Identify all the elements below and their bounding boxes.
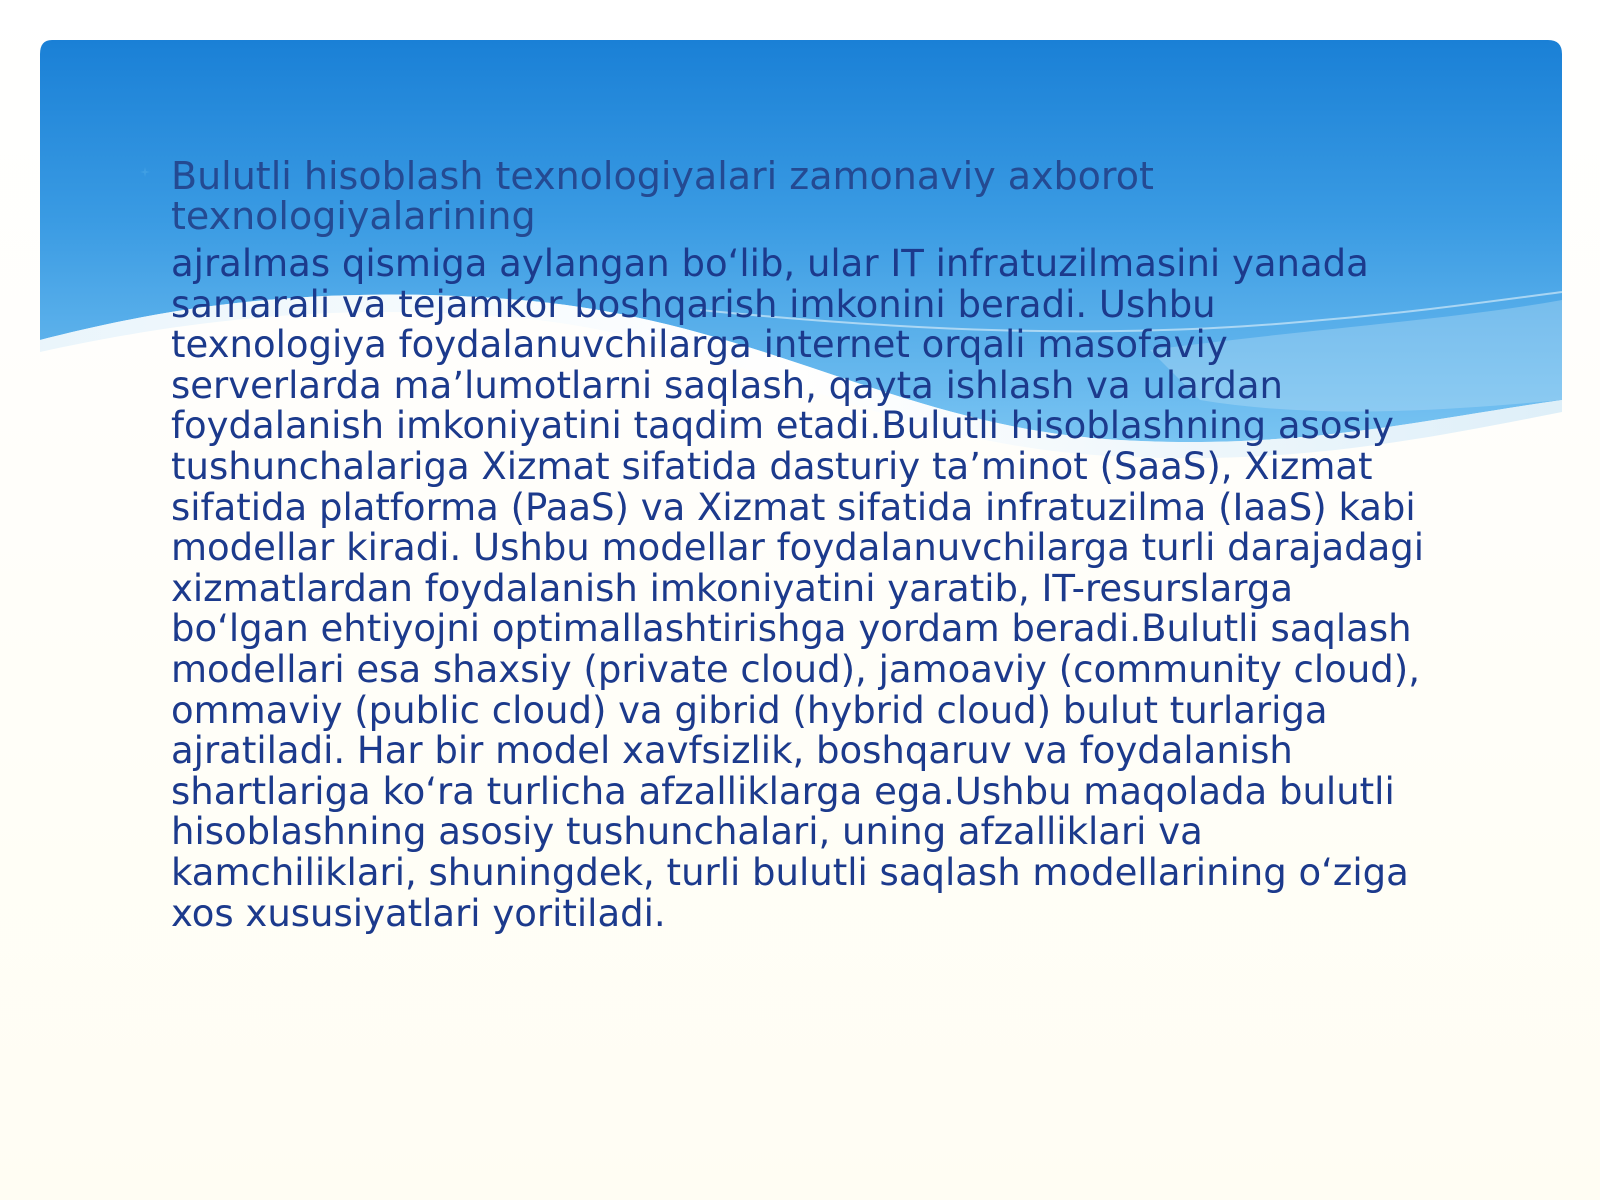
slide-heading: Bulutli hisoblash texnologiyalari zamonaviy axborot texnologiyalarining <box>171 154 1154 238</box>
slide-body-text: ajralmas qismiga aylangan bo‘lib, ular IT infratuzilmasini yanada samarali va tejamkor boshqarish imkonini beradi. Ushbu texnologiya foydalanuvchilarga internet orqali masofaviy serverlarda ma’lumotlarni saqlash, qayta ishlash va ulardan foydalanish imkoniyatini taqdim etadi.Bulutli hisoblashning asosiy tushunchalariga Xizmat sifatida dasturiy ta’minot (SaaS), Xizmat sifatida platforma (PaaS) va Xizmat sifatida infratuzilma (IaaS) kabi modellar kiradi. Ushbu modellar foydalanuvchilarga turli darajadagi xizmatlardan foydalanish imkoniyatini yaratib, IT-resurslarga bo‘lgan ehtiyojni optimallashtirishga yordam beradi.Bulutli saqlash modellari esa shaxsiy (private cloud), jamoaviy (community cloud), ommaviy (public cloud) va gibrid (hybrid cloud) bulut turlariga ajratiladi. Har bir model xavfsizlik, boshqaruv va foydalanish shartlariga ko‘ra turlicha afzalliklarga ega.Ushbu maqolada bulutli hisoblashning asosiy tushunchalari, uning afzalliklari va kamchiliklari, shuningdek, turli bulutli saqlash modellarining o‘ziga xos xususiyatlari yoritiladi. <box>171 242 1425 935</box>
bullet-star-icon <box>140 167 150 177</box>
text-content <box>171 156 1431 934</box>
